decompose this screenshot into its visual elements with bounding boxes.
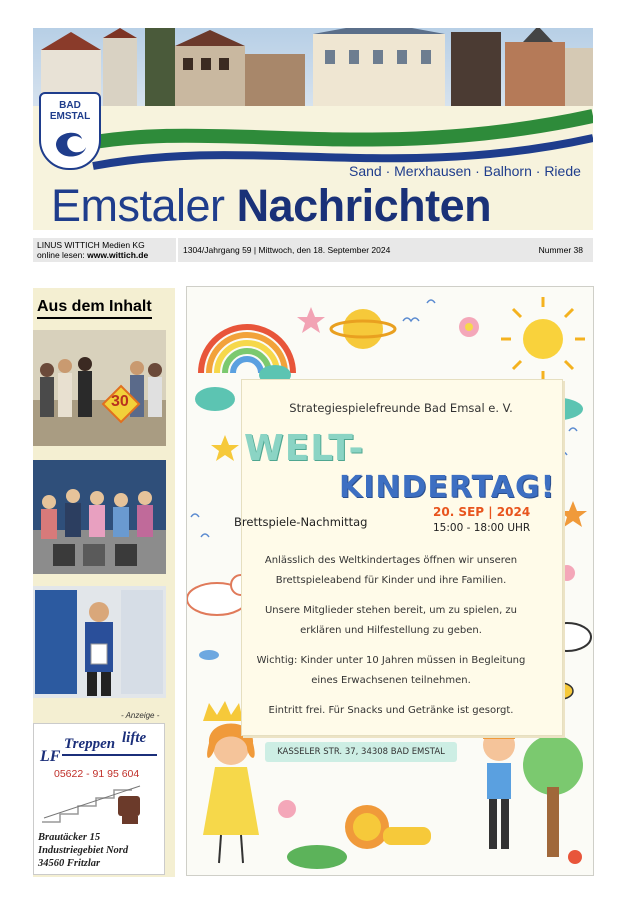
admission-line: Eintritt frei. Für Snacks und Getränke ist gesorgt.	[268, 705, 514, 716]
masthead	[33, 28, 593, 230]
contents-heading: Aus dem Inhalt	[37, 298, 152, 319]
notice-line: eines Erwachsenen teilnehmen.	[311, 675, 471, 686]
contents-sidebar	[33, 288, 175, 877]
publisher-info	[37, 240, 148, 260]
ad-phone: 05622 - 91 95 604	[54, 768, 140, 780]
ad-city: 34560 Fritzlar	[38, 858, 101, 869]
notice-line: Wichtig: Kinder unter 10 Jahren müssen in Begleitung	[256, 655, 526, 666]
event-time: 15:00 - 18:00 UHR	[433, 522, 531, 534]
contents-photo-anniversary[interactable]	[33, 330, 166, 446]
towns-subtitle: Sand · Merxhausen · Balhorn · Riede	[349, 163, 581, 179]
event-address: KASSELER STR. 37, 34308 BAD EMSTAL	[277, 747, 445, 757]
headline-welt: WELT-	[244, 428, 365, 469]
issue-info-bar	[33, 238, 593, 262]
ad-brand-top: Treppen	[64, 736, 116, 752]
online-prefix: online lesen:	[37, 250, 85, 260]
anniversary-badge: 30	[111, 393, 129, 410]
title-bold: Nachrichten	[236, 180, 492, 230]
ad-brand-initials: LF	[40, 748, 61, 765]
wave-emblem-icon	[50, 125, 90, 159]
event-date: 20. SEP | 2024	[433, 505, 531, 519]
school-children-photo-illustration	[33, 460, 166, 574]
announcement-line: Anlässlich des Weltkindertages öffnen wir unseren	[264, 555, 518, 566]
members-line: erklären und Hilfestellung zu geben.	[300, 625, 482, 636]
treppenlifte-ad[interactable]	[33, 723, 165, 875]
newspaper-title	[51, 180, 491, 230]
announcement-line: Brettspieleabend für Kinder und ihre Familien.	[275, 575, 507, 586]
stairlift-icon	[40, 782, 158, 828]
ad-brand-right: lifte	[122, 730, 147, 746]
issue-date: 1304/Jahrgang 59 | Mittwoch, den 18. September 2024	[183, 245, 391, 255]
contents-photo-award[interactable]	[33, 586, 166, 698]
event-type: Brettspiele-Nachmittag	[234, 515, 368, 529]
advertisement-label: - Anzeige -	[121, 711, 160, 720]
headline-kindertag: KINDERTAG!	[339, 470, 556, 505]
issue-number: Nummer 38	[538, 245, 583, 255]
publisher-name: LINUS WITTICH Medien KG	[37, 240, 145, 250]
bad-emstal-logo	[39, 92, 101, 170]
contents-photo-schoolkids[interactable]	[33, 460, 166, 574]
group-photo-illustration	[33, 330, 166, 446]
title-regular: Emstaler	[51, 180, 225, 230]
ad-underline	[62, 754, 157, 756]
online-link[interactable]: www.wittich.de	[87, 250, 149, 260]
logo-line-1: BAD	[59, 100, 81, 111]
weltkindertag-poster	[186, 286, 594, 876]
members-line: Unsere Mitglieder stehen bereit, um zu spielen, zu	[264, 605, 518, 616]
club-name: Strategiespielefreunde Bad Emsal e. V.	[289, 401, 513, 415]
ad-street: Brautäcker 15	[38, 832, 101, 843]
ad-area: Industriegebiet Nord	[38, 845, 129, 856]
divider	[176, 238, 178, 262]
logo-line-2: EMSTAL	[49, 111, 91, 122]
award-photo-illustration	[33, 586, 166, 698]
